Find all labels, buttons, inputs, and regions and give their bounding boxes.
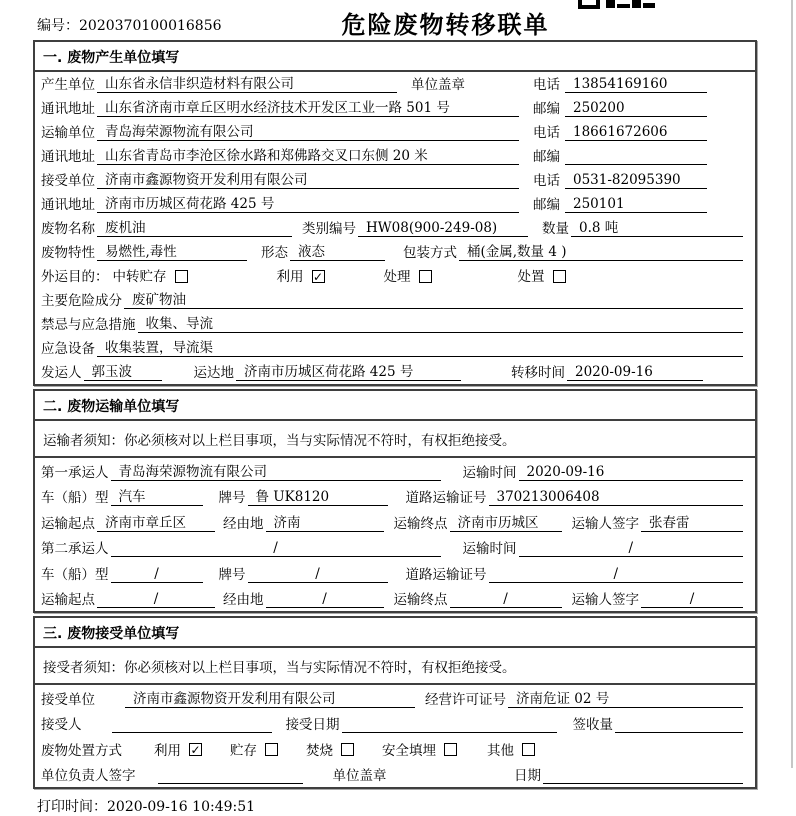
checkbox-icon: [175, 270, 188, 283]
package-label: 包装方式: [403, 245, 457, 261]
phone-value: 18661672606: [565, 124, 707, 141]
disposal-option-incinerate: 焚烧: [306, 739, 354, 759]
disposal-option-other: 其他: [487, 739, 535, 759]
checkbox-checked-icon: ✓: [190, 743, 201, 757]
origin-value: 济南市章丘区: [97, 511, 215, 532]
row-first-carrier: [35, 458, 755, 484]
terminus-value: /: [450, 591, 562, 608]
receiver-label: 接受人: [41, 717, 82, 733]
hazard-label: 主要危险成分: [41, 293, 122, 309]
row-chief-signature: [35, 762, 755, 788]
date-label: 日期: [514, 768, 541, 784]
disposal-option-utilize: 利用 ✓: [154, 742, 201, 759]
receive-unit-label: 接受单位: [41, 691, 95, 708]
form-label: 形态: [261, 245, 288, 261]
address-label: 通讯地址: [41, 197, 95, 213]
receive-unit-value: 济南市鑫源物资开发利用有限公司: [125, 687, 415, 708]
row-shipper: [35, 360, 755, 384]
section-receiver-title: 三. 废物接受单位填写: [35, 618, 755, 648]
purpose-option-dispose: 处置: [518, 265, 566, 285]
transport-time-label: 运输时间: [462, 541, 517, 557]
purpose-option-transfer-storage: 中转贮存: [113, 265, 188, 285]
waste-name-value: 废机油: [97, 216, 292, 237]
transport-time-value: 2020-09-16: [519, 464, 744, 481]
disposal-option-storage: 贮存: [230, 739, 278, 759]
row-produce-address: [35, 96, 755, 120]
shipper-value: 郭玉波: [84, 360, 162, 381]
checkbox-icon: [265, 743, 278, 756]
equipment-value: 收集装置，导流渠: [97, 336, 743, 357]
address-label: 通讯地址: [41, 149, 95, 165]
row-second-carrier: [35, 535, 755, 561]
carrier2-value: /: [111, 540, 441, 557]
chief-sign-label: 单位负责人签字: [41, 768, 136, 784]
phone-label: 电话: [533, 173, 560, 189]
terminus-label: 运输终点: [393, 515, 448, 532]
transport-unit-label: 运输单位: [41, 125, 95, 141]
carrier1-label: 第一承运人: [41, 464, 109, 481]
permit-value: 济南危证 02 号: [508, 687, 743, 708]
row-taboo-measures: [35, 312, 755, 336]
section-receiver: [33, 616, 757, 789]
receive-unit-value: 济南市鑫源物资开发利用有限公司: [97, 168, 519, 189]
origin-label: 运输起点: [41, 515, 95, 532]
via-value: /: [266, 591, 384, 608]
permit-label: 经营许可证号: [425, 691, 506, 708]
page-edge-line: [791, 0, 793, 768]
carrier-sign-value: /: [641, 591, 743, 608]
print-time-value: 2020-09-16 10:49:51: [107, 799, 256, 815]
serial-value: 2020370100016856: [79, 18, 222, 34]
checkbox-icon: [419, 270, 432, 283]
zip-label: 邮编: [533, 101, 560, 117]
receiver-value: [112, 732, 272, 733]
print-time: [37, 796, 796, 816]
row-route1: [35, 509, 755, 535]
road-license-label: 道路运输证号: [405, 490, 487, 506]
transporter-notice: 运输者须知：你必须核对以上栏目事项，当与实际情况不符时，有权拒绝接受。: [35, 421, 755, 458]
row-vehicle1: [35, 484, 755, 510]
row-purpose: [35, 264, 755, 288]
produce-unit-value: 山东省永信非织造材料有限公司: [97, 72, 397, 93]
form-body: [33, 40, 757, 789]
receive-date-label: 接受日期: [285, 717, 340, 733]
checkbox-icon: [522, 743, 535, 756]
chief-sign-value: [158, 783, 303, 784]
row-route2: [35, 586, 755, 612]
plate-value: 鲁 UK8120: [248, 485, 388, 506]
section-producer-title: 一. 废物产生单位填写: [35, 42, 755, 72]
row-receiver-person: [35, 711, 755, 737]
checkbox-icon: [341, 743, 354, 756]
plate-value: /: [248, 566, 388, 583]
zip-label: 邮编: [533, 197, 560, 213]
qty-value: 0.8 吨: [571, 216, 743, 237]
origin-value: /: [97, 591, 215, 608]
row-hazard-component: [35, 288, 755, 312]
address-value: 山东省济南市章丘区明水经济技术开发区工业一路 501 号: [97, 96, 519, 117]
row-waste-name: [35, 216, 755, 240]
phone-value: 0531-82095390: [565, 172, 707, 189]
purpose-option-treat: 处理: [384, 265, 432, 285]
plate-label: 牌号: [218, 566, 246, 583]
taboo-label: 禁忌与应急措施: [41, 317, 136, 333]
row-receive-unit: [35, 168, 755, 192]
zip-label: 邮编: [533, 149, 560, 165]
carrier-sign-value: 张春雷: [641, 511, 743, 532]
checkbox-checked-icon: ✓: [312, 269, 324, 284]
row-emergency-equipment: [35, 336, 755, 360]
row-vehicle2: [35, 560, 755, 586]
package-value: 桶(金属,数量 4 ): [459, 240, 743, 261]
road-license-value: /: [489, 566, 744, 583]
section-transporter: [33, 389, 757, 613]
purpose-option-utilize: 利用 ✓: [276, 269, 324, 285]
shipper-label: 发运人: [41, 365, 82, 381]
zip-value: 250200: [565, 100, 707, 117]
received-qty-value: [615, 732, 743, 733]
row-receive-unit3: [35, 685, 755, 711]
road-license-label: 道路运输证号: [405, 566, 487, 583]
carrier2-label: 第二承运人: [41, 541, 109, 557]
seal-label: 单位盖章: [332, 768, 387, 784]
vehicle-type-label: 车（船）型: [41, 566, 109, 583]
road-license-value: 370213006408: [489, 489, 744, 506]
vehicle-type-value: /: [111, 566, 203, 583]
taboo-value: 收集、导流: [138, 312, 744, 333]
row-produce-unit: [35, 72, 755, 96]
category-label: 类别编号: [302, 221, 356, 237]
via-value: 济南: [266, 511, 384, 532]
checkbox-icon: [444, 743, 457, 756]
receive-unit-label: 接受单位: [41, 173, 95, 189]
vehicle-type-value: 汽车: [111, 485, 203, 506]
row-transport-address: [35, 144, 755, 168]
transfer-time-label: 转移时间: [511, 365, 565, 381]
row-waste-character: [35, 240, 755, 264]
address-value: 济南市历城区荷花路 425 号: [97, 192, 519, 213]
dest-label: 运达地: [193, 365, 234, 381]
checkbox-icon: [553, 270, 566, 283]
carrier-sign-label: 运输人签字: [571, 515, 639, 532]
phone-label: 电话: [533, 77, 560, 93]
date-value: [543, 783, 743, 784]
carrier1-value: 青岛海荣源物流有限公司: [111, 460, 441, 481]
receiver-notice: 接受者须知：你必须核对以上栏目事项，当与实际情况不符时，有权拒绝接受。: [35, 648, 755, 685]
page-title: 危险废物转移联单: [341, 11, 550, 39]
category-value: HW08(900-249-08): [358, 220, 528, 237]
disposal-label: 废物处置方式: [41, 742, 122, 759]
character-label: 废物特性: [41, 245, 95, 261]
origin-label: 运输起点: [41, 592, 95, 608]
qty-label: 数量: [542, 221, 569, 237]
phone-value: 13854169160: [565, 76, 707, 93]
transport-time-value: /: [519, 540, 744, 557]
section-producer: [33, 40, 757, 386]
hazard-value: 废矿物油: [124, 288, 743, 309]
carrier-sign-label: 运输人签字: [571, 592, 639, 608]
form-value: 液态: [290, 240, 385, 261]
zip-value: [565, 164, 707, 165]
row-disposal-method: [35, 736, 755, 762]
address-value: 山东省青岛市李沧区徐水路和郑佛路交叉口东侧 20 米: [97, 144, 519, 165]
plate-label: 牌号: [218, 490, 246, 506]
terminus-value: 济南市历城区: [450, 511, 562, 532]
transfer-time-value: 2020-09-16: [567, 364, 703, 381]
section-transporter-title: 二. 废物运输单位填写: [35, 391, 755, 421]
disposal-option-landfill: 安全填埋: [382, 739, 457, 759]
form-header: [0, 0, 796, 40]
vehicle-type-label: 车（船）型: [41, 490, 109, 506]
waste-name-label: 废物名称: [41, 221, 95, 237]
transport-unit-value: 青岛海荣源物流有限公司: [97, 120, 519, 141]
transport-time-label: 运输时间: [462, 464, 517, 481]
character-value: 易燃性,毒性: [97, 240, 247, 261]
print-time-label: 打印时间：: [37, 799, 107, 815]
received-qty-label: 签收量: [572, 717, 613, 733]
serial-label: 编号：: [37, 18, 79, 34]
phone-label: 电话: [533, 125, 560, 141]
qr-code-icon: [578, 0, 656, 9]
via-label: 经由地: [223, 515, 264, 532]
receive-date-value: [342, 732, 557, 733]
seal-label: 单位盖章: [411, 77, 465, 93]
row-receive-address: [35, 192, 755, 216]
purpose-label: 外运目的：: [41, 269, 109, 285]
equipment-label: 应急设备: [41, 341, 95, 357]
dest-value: 济南市历城区荷花路 425 号: [236, 360, 461, 381]
zip-value: 250101: [565, 196, 707, 213]
terminus-label: 运输终点: [393, 592, 448, 608]
address-label: 通讯地址: [41, 101, 95, 117]
produce-unit-label: 产生单位: [41, 77, 95, 93]
via-label: 经由地: [223, 592, 264, 608]
row-transport-unit: [35, 120, 755, 144]
